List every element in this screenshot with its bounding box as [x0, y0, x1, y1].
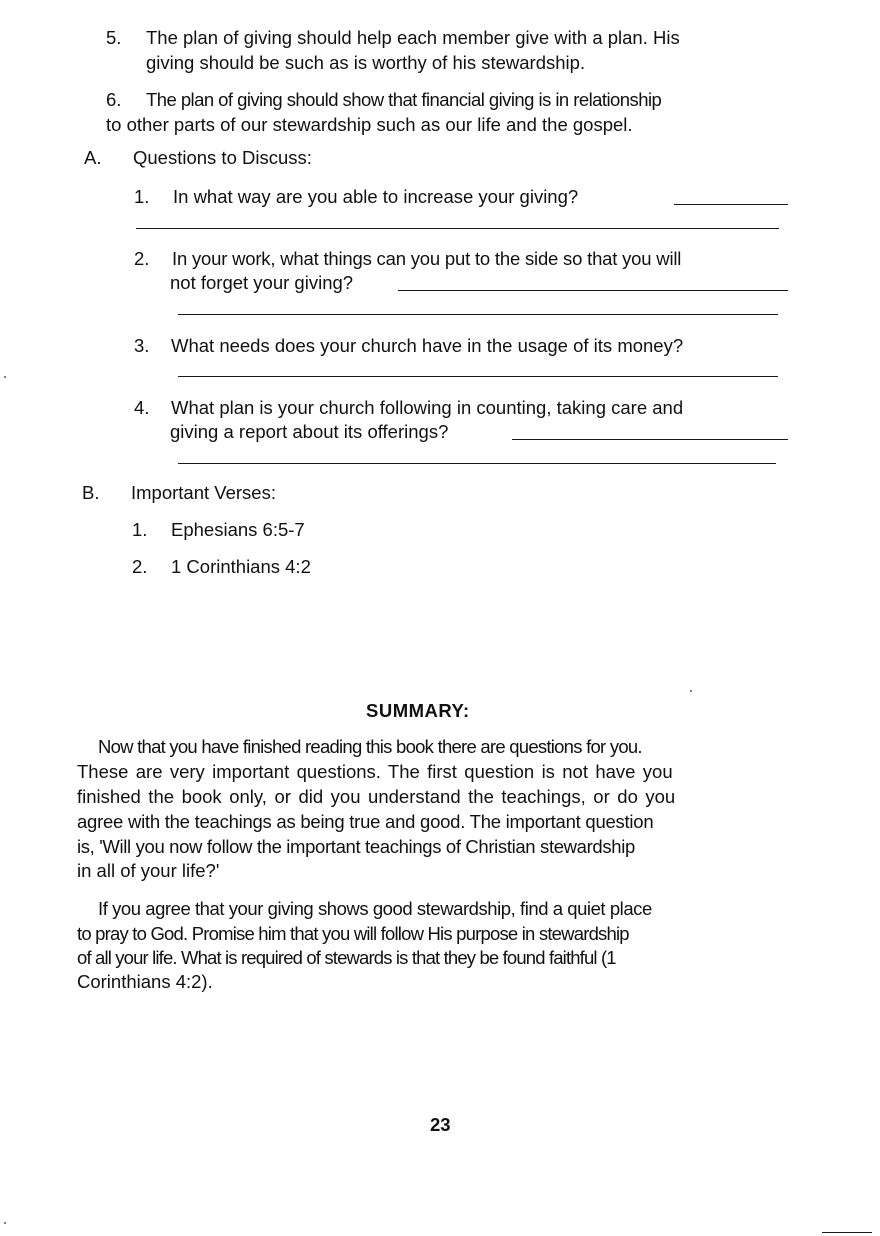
point-text-line: The plan of giving should show that financial giving is in relationship: [146, 89, 662, 110]
summary-heading: SUMMARY:: [366, 700, 470, 721]
verse-reference: Ephesians 6:5-7: [171, 519, 305, 540]
summary-line: agree with the teachings as being true and good. The important question: [77, 811, 654, 832]
point-text-line: The plan of giving should help each member give with a plan. His: [146, 27, 680, 48]
point-text-line: to other parts of our stewardship such as our life and the gospel.: [106, 114, 633, 135]
question-number: 3.: [134, 335, 150, 356]
section-title: Important Verses:: [131, 482, 276, 503]
summary-line: These are very important questions. The first question is not have you: [77, 761, 673, 782]
summary-line: to pray to God. Promise him that you will follow His purpose in stewardship: [77, 923, 629, 944]
scan-speck: [690, 690, 692, 692]
summary-line: Corinthians 4:2).: [77, 971, 213, 992]
summary-line: in all of your life?': [77, 860, 220, 881]
answer-line[interactable]: [178, 463, 776, 464]
answer-line[interactable]: [674, 204, 788, 205]
question-text: giving a report about its offerings?: [170, 421, 449, 442]
question-text: not forget your giving?: [170, 272, 354, 293]
summary-line: of all your life. What is required of stewards is that they be found faithful (1: [77, 947, 616, 968]
scan-edge-mark: [822, 1232, 872, 1233]
question-text: What needs does your church have in the usage of its money?: [171, 335, 684, 356]
answer-line[interactable]: [136, 228, 779, 229]
section-letter: B.: [82, 482, 100, 503]
point-number: 5.: [106, 27, 122, 48]
question-text: What plan is your church following in counting, taking care and: [171, 397, 684, 418]
answer-line[interactable]: [178, 314, 778, 315]
section-letter: A.: [84, 147, 102, 168]
summary-line: is, 'Will you now follow the important teachings of Christian stewardship: [77, 836, 635, 857]
question-number: 4.: [134, 397, 150, 418]
summary-line: If you agree that your giving shows good stewardship, find a quiet place: [98, 898, 652, 919]
question-number: 2.: [134, 248, 150, 269]
question-text: In what way are you able to increase your giving?: [173, 186, 579, 207]
verse-number: 1.: [132, 519, 148, 540]
answer-line[interactable]: [398, 290, 788, 291]
scan-speck: [4, 1222, 6, 1224]
question-number: 1.: [134, 186, 150, 207]
question-text: In your work, what things can you put to the side so that you will: [172, 248, 682, 269]
point-text-line: giving should be such as is worthy of his stewardship.: [146, 52, 586, 73]
page-number: 23: [430, 1114, 451, 1135]
point-number: 6.: [106, 89, 122, 110]
section-title: Questions to Discuss:: [133, 147, 312, 168]
summary-line: Now that you have finished reading this book there are questions for you.: [98, 736, 642, 757]
scan-speck: [4, 376, 6, 378]
answer-line[interactable]: [512, 439, 788, 440]
summary-line: finished the book only, or did you understand the teachings, or do you: [77, 786, 676, 807]
verse-reference: 1 Corinthians 4:2: [171, 556, 311, 577]
answer-line[interactable]: [178, 376, 778, 377]
verse-number: 2.: [132, 556, 148, 577]
